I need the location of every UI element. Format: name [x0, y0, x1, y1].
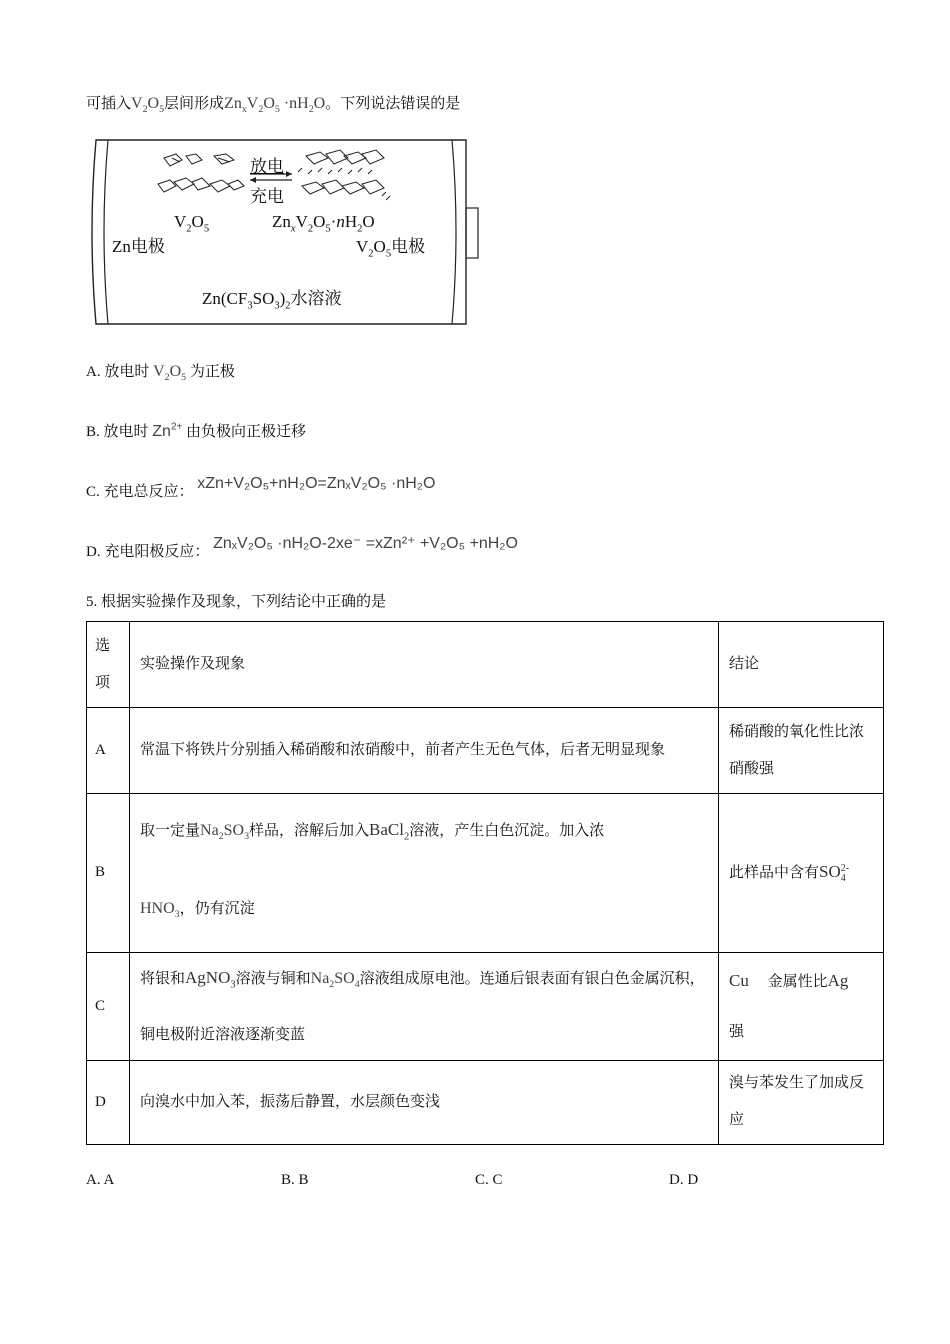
row-op-d: 向溴水中加入苯，振荡后静置，水层颜色变浅: [130, 1060, 719, 1144]
option-a[interactable]: [86, 360, 235, 383]
option-a-label: A. 放电时: [86, 364, 150, 380]
row-key-c: C: [87, 952, 130, 1060]
discharge-label: 放电: [250, 157, 284, 176]
v2o5-electrode-label: $V_2O_5$电极: [356, 237, 426, 260]
row-concl-d: 溴与苯发生了加成反应: [719, 1060, 884, 1144]
charge-label: 充电: [250, 187, 284, 206]
intro-suffix: 。下列说法错误的是: [325, 96, 461, 112]
q5-stem: 5. 根据实验操作及现象，下列结论中正确的是: [86, 594, 387, 610]
v2o5-layers-icon: [158, 154, 244, 192]
znxv2o5-label: $Zn_xV_2O_5\cdot nH_2O$: [272, 212, 375, 235]
row-concl-b: 此样品中含有SO2- 4: [719, 794, 884, 953]
row-concl-c: Cu 金属性比Ag 强: [719, 952, 884, 1060]
row-key-b: B: [87, 794, 130, 953]
choice-b[interactable]: B. B: [281, 1172, 309, 1188]
formula-anode: ZnₓV₂O₅ ·nH₂O-2xe⁻ =xZn²⁺ +V₂O₅ +nH₂O: [213, 535, 518, 552]
row-concl-a: 稀硝酸的氧化性比浓硝酸强: [719, 708, 884, 794]
v2o5-label: $V_2O_5$: [174, 212, 210, 235]
formula-zn2plus: $Zn^{2+}$: [152, 421, 183, 440]
option-c[interactable]: [86, 475, 436, 501]
option-b-suffix: 由负极向正极迁移: [185, 424, 306, 440]
row-key-a: A: [87, 708, 130, 794]
option-c-label: C. 充电总反应：: [86, 484, 194, 500]
row-op-c: 将银和AgNO$_3$溶液与铜和$Na_2SO_4$溶液组成原电池。连通后银表面有银白色金属沉积，铜电极附近溶液逐渐变蓝: [130, 952, 719, 1060]
table-row: [87, 952, 884, 1060]
intro-middle: 层间形成: [164, 96, 225, 112]
formula-znxv2o5: $Zn_xV_2O_5 \cdot nH_2O$: [224, 95, 326, 116]
option-a-suffix: 为正极: [189, 364, 235, 380]
intro-prefix: 可插入: [86, 96, 132, 112]
header-operation: 实验操作及现象: [130, 622, 719, 708]
table-row: [87, 1060, 884, 1144]
q5-table: [86, 621, 884, 1145]
header-option: 选 项: [87, 622, 130, 708]
row-key-d: D: [87, 1060, 130, 1144]
option-d-label: D. 充电阳极反应：: [86, 544, 210, 560]
header-conclusion: 结论: [719, 622, 884, 708]
option-d[interactable]: [86, 535, 518, 561]
formula-v2o5: $V_2O_5$: [131, 95, 165, 116]
choice-c[interactable]: C. C: [475, 1172, 503, 1188]
row-op-b: 取一定量$Na_2SO_3$样品，溶解后加入BaCl$_2$溶液，产生白色沉淀。加入浓 $HNO_3$，仍有沉淀: [130, 794, 719, 953]
formula-charge-total: xZn+V₂O₅+nH₂O=ZnₓV₂O₅ ·nH₂O: [197, 475, 436, 492]
zn-electrode-label: Zn电极: [112, 237, 165, 256]
znxv2o5-layers-icon: [298, 150, 390, 200]
row-op-a: 常温下将铁片分别插入稀硝酸和浓硝酸中，前者产生无色气体，后者无明显现象: [130, 708, 719, 794]
question-intro: [86, 92, 460, 115]
choice-d[interactable]: D. D: [669, 1172, 699, 1188]
table-row: [87, 794, 884, 953]
battery-diagram: [86, 136, 486, 333]
option-b[interactable]: [86, 420, 306, 441]
table-header-row: [87, 622, 884, 708]
choice-a[interactable]: A. A: [86, 1172, 115, 1188]
electrolyte-label: $Zn(CF_3SO_3)_2$水溶液: [202, 289, 342, 312]
formula-v2o5-a: $V_2O_5$: [153, 363, 187, 384]
option-b-label: B. 放电时: [86, 424, 149, 440]
table-row: [87, 708, 884, 794]
